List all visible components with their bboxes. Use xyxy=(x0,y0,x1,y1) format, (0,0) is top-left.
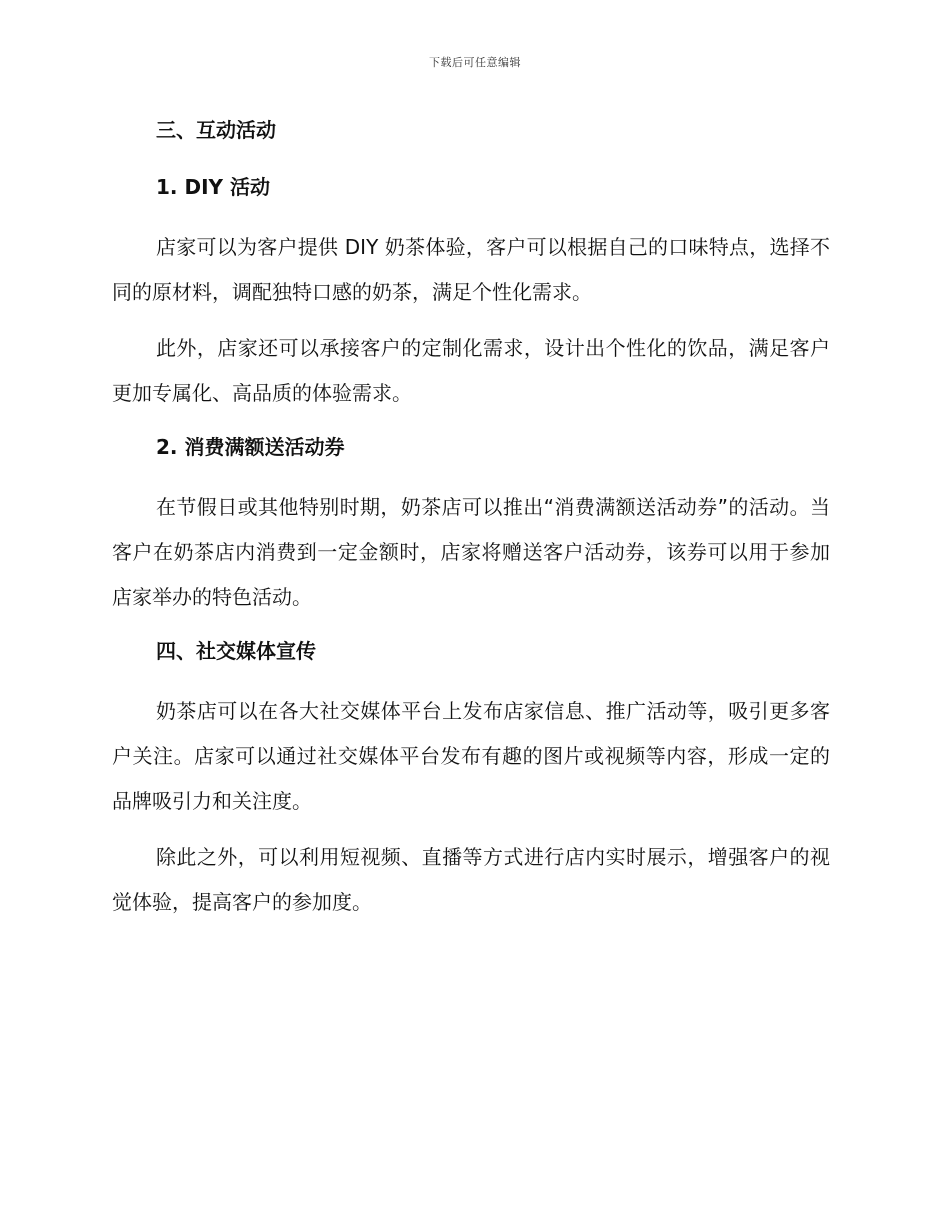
paragraph-coupon-activity: 在节假日或其他特别时期，奶茶店可以推出“消费满额送活动券”的活动。当客户在奶茶店内消费到一定金额时，店家将赠送客户活动券，该券可以用于参加店家举办的特色活动。 xyxy=(112,495,830,609)
subsection-heading-coupon: 2. 消费满额送活动券 xyxy=(156,435,345,459)
paragraph-diy-experience: 店家可以为客户提供 DIY 奶茶体验，客户可以根据自己的口味特点，选择不同的原材料，调配独特口感的奶茶，满足个性化需求。 xyxy=(112,235,830,304)
document-body xyxy=(112,108,830,925)
section-heading-interactive-activities: 三、互动活动 xyxy=(156,118,276,142)
subsection-heading-diy: 1. DIY 活动 xyxy=(156,175,270,199)
paragraph-customization: 此外，店家还可以承接客户的定制化需求，设计出个性化的饮品，满足客户更加专属化、高品质的体验需求。 xyxy=(112,336,830,405)
page-header: 下载后可任意编辑 xyxy=(429,56,521,69)
paragraph-social-media-platforms: 奶茶店可以在各大社交媒体平台上发布店家信息、推广活动等，吸引更多客户关注。店家可以通过社交媒体平台发布有趣的图片或视频等内容，形成一定的品牌吸引力和关注度。 xyxy=(112,699,830,813)
paragraph-live-streaming: 除此之外，可以利用短视频、直播等方式进行店内实时展示，增强客户的视觉体验，提高客户的参加度。 xyxy=(112,845,830,914)
section-heading-social-media: 四、社交媒体宣传 xyxy=(156,639,316,663)
